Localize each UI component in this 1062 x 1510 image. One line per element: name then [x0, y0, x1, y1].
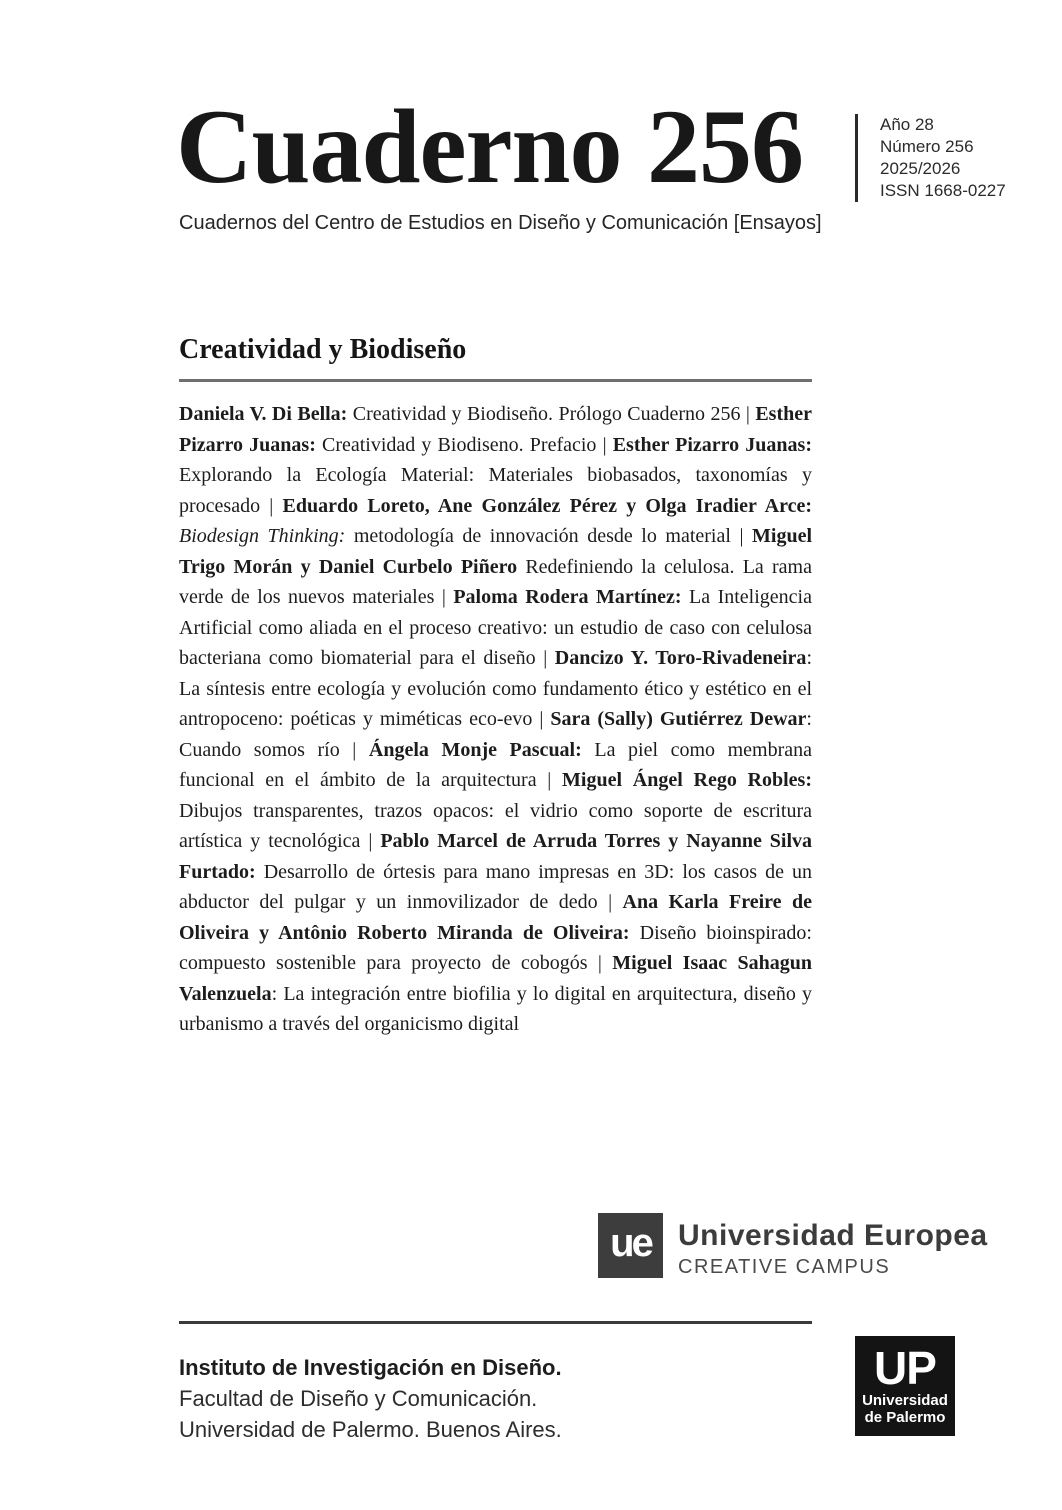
toc-author: Miguel Trigo Morán y Daniel Curbelo Piñero	[179, 525, 813, 578]
toc-author: Miguel Isaac Sahagun Valenzuela	[179, 952, 812, 1005]
toc-author: Esther Pizarro Juanas:	[179, 403, 812, 456]
ue-name: Universidad Europea	[678, 1219, 988, 1252]
ue-logo-text	[678, 1213, 988, 1279]
toc-work-title: Explorando la Ecología Material: Materiales biobasados, taxonomías y procesado |	[179, 464, 812, 517]
toc-work-title: La piel como membrana funcional en el ámbito de la arquitectura |	[179, 738, 813, 791]
toc-work-title: La Inteligencia Artificial como aliada en el proceso creativo: un estudio de caso con celulosa bacteriana como biomaterial para el diseño |	[179, 586, 812, 669]
ue-monogram-square	[598, 1213, 663, 1278]
up-name-line2: de Palermo	[864, 1409, 946, 1426]
section-title: Creatividad y Biodiseño	[179, 334, 467, 365]
universidad-palermo-logo	[855, 1336, 955, 1436]
journal-subtitle: Cuadernos del Centro de Estudios en Diseño y Comunicación [Ensayos]	[179, 212, 822, 234]
toc-author: Esther Pizarro Juanas:	[612, 433, 812, 456]
universidad-europea-logo	[598, 1213, 988, 1279]
toc-work-title-italic: Biodesign Thinking:	[179, 525, 354, 547]
meta-line-number: Número 256	[880, 137, 974, 156]
footer-university: Universidad de Palermo. Buenos Aires.	[179, 1417, 562, 1442]
ue-monogram-icon: ue	[610, 1221, 651, 1265]
up-name-line1: Universidad	[862, 1392, 948, 1409]
masthead-meta	[855, 114, 1006, 202]
toc-author: Sara (Sally) Gutiérrez Dewar	[550, 708, 807, 730]
toc-work-title: Desarrollo de órtesis para mano impresas en 3D: los casos de un abductor del pulgar y un inmovilizador de dedo |	[179, 860, 812, 913]
footer-block	[179, 1352, 562, 1445]
ue-tagline: CREATIVE CAMPUS	[678, 1256, 891, 1278]
toc-work-title: Dibujos transparentes, trazos opacos: el vidrio como soporte de escritura artística y tecnológica |	[179, 799, 812, 852]
footer-rule	[179, 1321, 812, 1324]
meta-line-year: Año 28	[880, 115, 934, 134]
toc-work-title: metodología de innovación desde lo material |	[353, 525, 753, 547]
toc-work-title: Creatividad y Biodiseño. Prólogo Cuaderno 256 |	[352, 403, 756, 425]
toc-author: Daniela V. Di Bella:	[179, 403, 353, 425]
meta-line-period: 2025/2026	[880, 159, 961, 178]
toc-work-title: Redefiniendo la celulosa. La rama verde de los nuevos materiales |	[179, 555, 812, 608]
toc-work-title: : La síntesis entre ecología y evolución como fundamento ético y estético en el antropoceno: poéticas y miméticas eco-evo |	[179, 647, 812, 730]
toc-author: Ana Karla Freire de Oliveira y Antônio Roberto Miranda de Oliveira:	[179, 891, 813, 944]
toc-work-title: Creatividad y Biodiseno. Prefacio |	[322, 433, 613, 456]
toc-work-title: Diseño bioinspirado: compuesto sostenible para proyecto de cobogós |	[179, 921, 812, 974]
section-rule	[179, 379, 812, 382]
toc-paragraph	[179, 399, 812, 1040]
toc-author: Pablo Marcel de Arruda Torres y Nayanne Silva Furtado:	[179, 830, 813, 883]
toc-author: Miguel Ángel Rego Robles:	[562, 769, 812, 791]
toc-work-title: : La integración entre biofilia y lo digital en arquitectura, diseño y urbanismo a través del organicismo digital	[179, 982, 812, 1035]
journal-title: Cuaderno 256	[176, 88, 804, 205]
toc-author: Eduardo Loreto, Ane González Pérez y Olga Iradier Arce:	[282, 494, 812, 517]
footer-institute: Instituto de Investigación en Diseño.	[179, 1355, 562, 1380]
toc-author: Ángela Monje Pascual:	[368, 738, 595, 761]
toc-author: Dancizo Y. Toro-Rivadeneira	[554, 647, 807, 669]
toc-author: Paloma Rodera Martínez:	[453, 586, 690, 608]
up-monogram-icon: UP	[874, 1342, 936, 1394]
meta-line-issn: ISSN 1668-0227	[880, 181, 1006, 200]
toc-work-title: : Cuando somos río |	[179, 708, 812, 761]
footer-faculty: Facultad de Diseño y Comunicación.	[179, 1386, 538, 1411]
